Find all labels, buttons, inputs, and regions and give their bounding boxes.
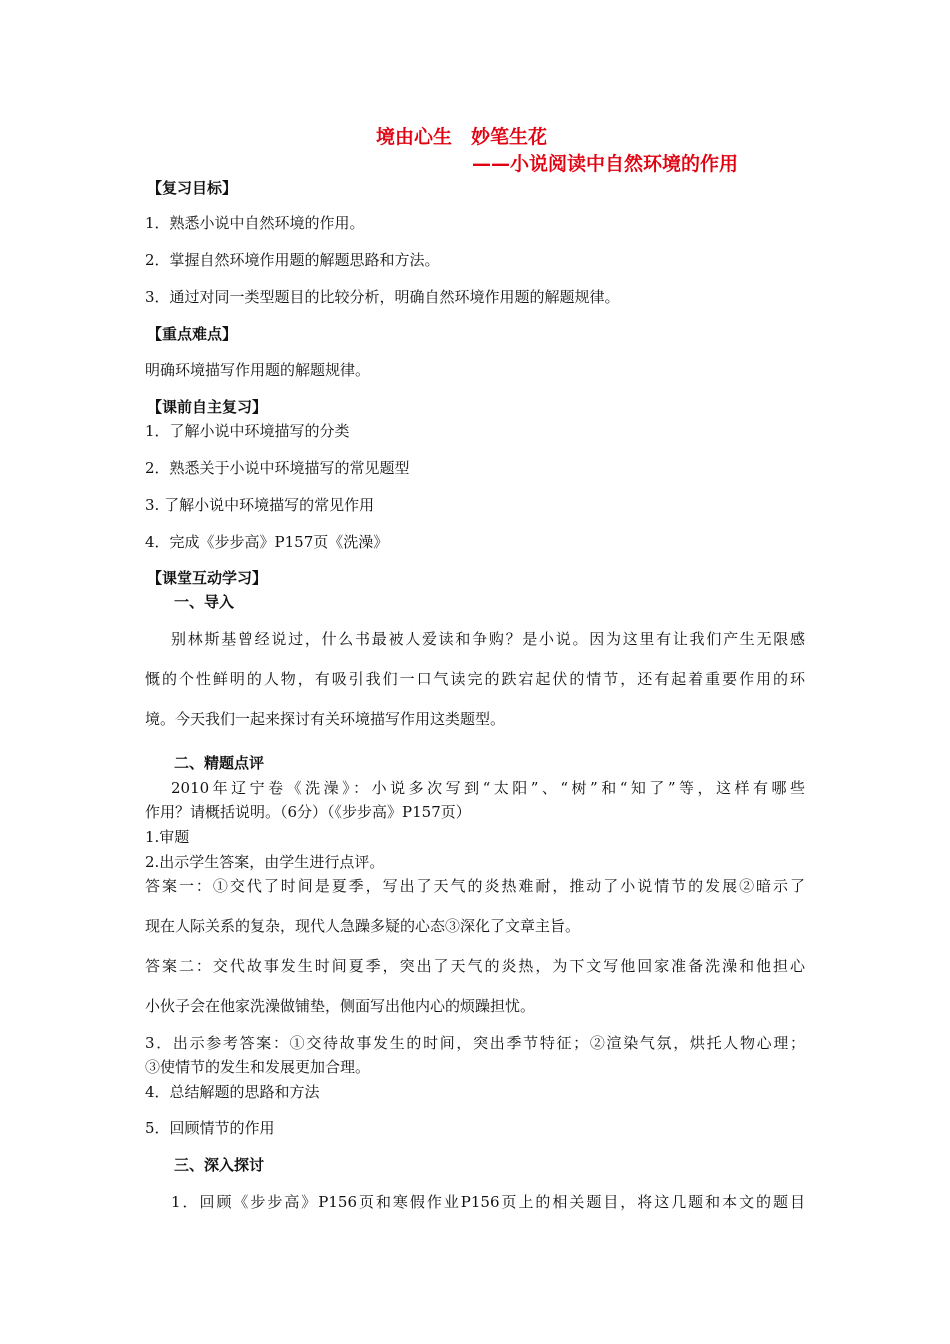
heading-goals: 【复习目标】 [147,179,238,197]
heading-discussion: 三、深入探讨 [174,1156,265,1174]
preview-item: 3. 了解小说中环境描写的常见作用 [145,496,375,514]
answer-two-line: 答案二：交代故事发生时间夏季，突出了天气的炎热，为下文写他回家准备洗澡和他担心 [145,957,805,975]
heading-key: 【重点难点】 [147,325,238,343]
step-item: 2.出示学生答案，由学生进行点评。 [145,853,385,871]
heading-intro: 一、导入 [174,593,235,611]
preview-item: 2．熟悉关于小说中环境描写的常见题型 [145,459,410,477]
document-subtitle: ——小说阅读中自然环境的作用 [472,153,739,175]
key-text: 明确环境描写作用题的解题规律。 [145,361,371,379]
document-title: 境由心生 妙笔生花 [376,126,548,148]
preview-item: 4．完成《步步高》P157页《洗澡》 [145,533,389,551]
goal-item: 1．熟悉小说中自然环境的作用。 [145,214,365,232]
reference-line: 3．出示参考答案：①交待故事发生的时间，突出季节特征；②渲染气氛，烘托人物心理； [145,1034,805,1052]
answer-one-line: 现在人际关系的复杂，现代人急躁多疑的心态③深化了文章主旨。 [145,917,581,935]
question-line: 2010年辽宁卷《洗澡》：小说多次写到“太阳”、“树”和“知了”等，这样有哪些 [171,779,805,797]
reference-line: ③使情节的发生和发展更加合理。 [145,1058,371,1076]
answer-one-line: 答案一：①交代了时间是夏季，写出了天气的炎热难耐，推动了小说情节的发展②暗示了 [145,877,805,895]
intro-line: 别林斯基曾经说过，什么书最被人爱读和争购？是小说。因为这里有让我们产生无限感 [171,630,805,648]
preview-item: 1．了解小说中环境描写的分类 [145,422,350,440]
step-item: 1.审题 [145,828,190,846]
method-item: 4．总结解题的思路和方法 [145,1083,320,1101]
goal-item: 3．通过对同一类型题目的比较分析，明确自然环境作用题的解题规律。 [145,288,620,306]
method-item: 5．回顾情节的作用 [145,1119,275,1137]
intro-line: 慨的个性鲜明的人物，有吸引我们一口气读完的跌宕起伏的情节，还有起着重要作用的环 [145,670,805,688]
heading-review: 二、精题点评 [174,754,265,772]
goal-item: 2．掌握自然环境作用题的解题思路和方法。 [145,251,440,269]
heading-class: 【课堂互动学习】 [147,569,268,587]
question-line: 作用？请概括说明。（6分）（《步步高》P157页） [145,803,471,821]
answer-two-line: 小伙子会在他家洗澡做铺垫，侧面写出他内心的烦躁担忧。 [145,997,536,1015]
intro-line: 境。今天我们一起来探讨有关环境描写作用这类题型。 [145,710,506,728]
discussion-line: 1．回顾《步步高》P156页和寒假作业P156页上的相关题目，将这几题和本文的题目 [171,1193,805,1211]
heading-preview: 【课前自主复习】 [147,398,268,416]
